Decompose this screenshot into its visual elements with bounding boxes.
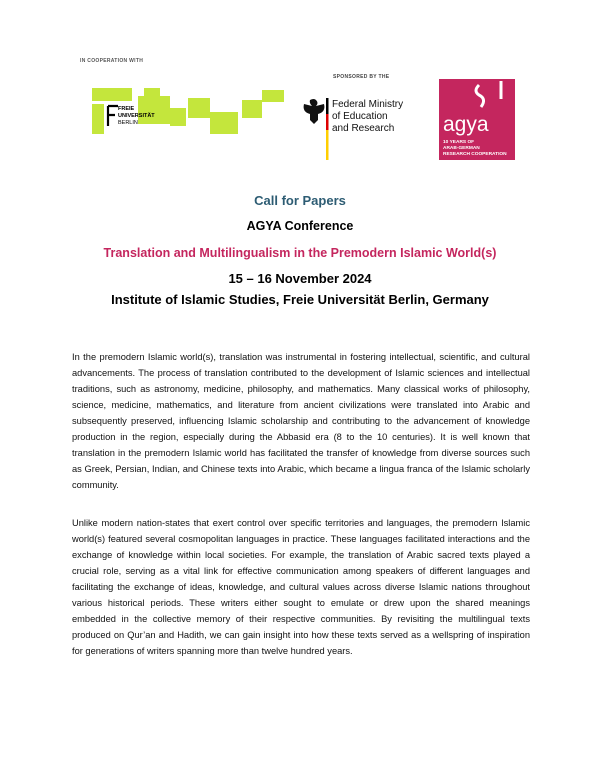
- body-paragraph-2: Unlike modern nation-states that exert control over specific territories and languages, the premodern Islamic world(s) featured several cosmopolitan languages in practice. These languages facilitated interactions and the exchange of knowledge within local societies. For example, the translation of Arabic sacred texts played a crucial role, serving as a vital link for effective communication among speakers of different languages and facilitating the exchange of ideas, knowledge, and cultural values across diverse Islamic nations throughout various historical periods. These writers either sought to emulate or drew upon the shared meanings embedded in the collective memory of their respective communities. By revisiting the multilingual texts produced on Qur’an and Hadith, we can gain insight into how these texts served as a wellspring of inspiration for generations of writers spanning more than twelve hundred years.: [72, 518, 530, 656]
- fu-line2: UNIVERSITÄT: [118, 113, 155, 119]
- agya-logo: [439, 79, 515, 160]
- agya-line3: RESEARCH COOPERATION: [443, 152, 507, 157]
- agya-line2: ARAB-GERMAN: [443, 146, 480, 151]
- freie-universitaet-berlin-logo: [92, 88, 284, 146]
- call-for-papers-title: Call for Papers: [254, 193, 346, 208]
- bmbf-logo: [296, 96, 436, 162]
- agya-wordmark: agya: [443, 113, 489, 136]
- conference-title: AGYA Conference: [246, 219, 354, 233]
- fu-line3: BERLIN: [118, 120, 138, 126]
- federal-eagle-icon: [296, 96, 332, 162]
- conference-venue: Institute of Islamic Studies, Freie Universität Berlin, Germany: [111, 292, 489, 307]
- bmbf-line2: of Education: [332, 111, 388, 122]
- bmbf-text: [332, 99, 403, 135]
- cooperation-label: IN COOPERATION WITH: [80, 58, 144, 64]
- sponsored-label: SPONSORED BY THE: [333, 74, 390, 80]
- body-paragraph-1: In the premodern Islamic world(s), translation was instrumental in fostering intellectual, scientific, and cultural advancements. The process of translation contributed to the development of Islamic sciences and intellectual traditions, such as astronomy, medicine, philosophy, and mathematics. Many classical works of philosophy, science, medicine, mathematics, and literature from ancient civilizations were translated into Arabic and subsequently preserved, influencing Islamic scholarship and contributing to the advancement of knowledge production in the region, especially during the Abbasid era (8 to the 10 centuries). It is well known that translation in the premodern Islamic world has facilitated the transfer of knowledge from diverse sources such as Greek, Persian, Indian, and Chinese texts into Arabic, which became a lingua franca of the Islamic scholarly community.: [72, 352, 530, 490]
- fu-logo-graphic: [92, 88, 284, 146]
- agya-logo-graphic: [439, 79, 515, 160]
- bmbf-line1: Federal Ministry: [332, 99, 404, 110]
- conference-dates: 15 – 16 November 2024: [228, 271, 372, 286]
- bmbf-line3: and Research: [332, 123, 395, 134]
- conference-theme: Translation and Multilingualism in the Premodern Islamic World(s): [103, 246, 497, 260]
- agya-line1: 10 YEARS OF: [443, 140, 475, 145]
- fu-line1: FREIE: [118, 106, 135, 112]
